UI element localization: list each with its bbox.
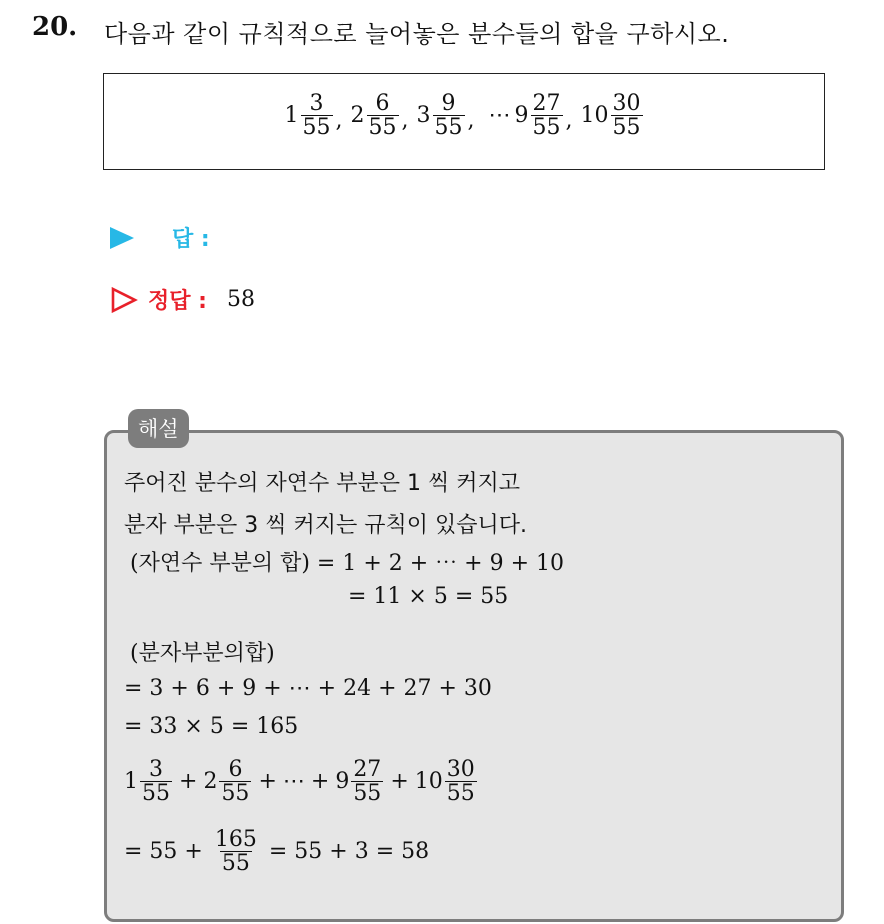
solution-label: 정답 : [148,289,207,314]
answer-row [110,222,210,253]
question-number: 20. [32,12,78,42]
solution-value: 58 [226,287,255,312]
explanation-line-1: 주어진 분수의 자연수 부분은 1 씩 커지고 [124,471,520,496]
outline-triangle-icon [110,287,138,313]
explanation-tag: 해설 [128,409,189,448]
play-triangle-icon [110,227,134,249]
term-5: 10 $\frac{30}{55}$ [580,91,641,141]
question-text: 다음과 같이 규칙적으로 늘어놓은 분수들의 합을 구하시오. [104,20,730,48]
explanation-sum-line: 1 $\frac{3}{55}$ + 2 $\frac{6}{55}$ + ⋯ + 9 $\frac{27}{55}$ + 10 $\frac{30}{55}$ [124,758,478,805]
sum-term-3: 9 $\frac{27}{55}$ [335,757,382,807]
sum-term-2: 2 $\frac{6}{55}$ [203,757,250,807]
answer-label: 답 : [172,227,210,252]
term-2: 2 $\frac{6}{55}$ [350,91,397,141]
explanation-line-3: (자연수 부분의 합) = 1 + 2 + ⋯ + 9 + 10 [130,551,565,576]
sum-term-1: 1 $\frac{3}{55}$ [124,757,170,807]
term-4: 9 $\frac{27}{55}$ [514,91,561,141]
fraction-sequence: 1 $\frac{3}{55}$ , 2 $\frac{6}{55}$ , 3 $\frac{9}{55}$ , ⋯ 9 $\frac{27}{55}$ , 10 $\frac{30}{55}$ [104,92,824,139]
explanation-final-line: = 55 + $\frac{165}{55}$ = 55 + 3 = 58 [124,827,430,877]
sum-term-4: 10 $\frac{30}{55}$ [414,757,475,807]
solution-row [110,284,255,315]
sequence-box [103,73,825,170]
term-3: 3 $\frac{9}{55}$ [416,91,463,141]
explanation-line-4: = 11 × 5 = 55 [348,584,509,609]
term-1: 1 $\frac{3}{55}$ [284,91,331,141]
explanation-line-7: = 33 × 5 = 165 [124,714,299,739]
explanation-line-2: 분자 부분은 3 씩 커지는 규칙이 있습니다. [124,513,527,538]
explanation-line-6: = 3 + 6 + 9 + ⋯ + 24 + 27 + 30 [124,676,492,701]
explanation-line-5: (분자부분의합) [130,641,275,666]
ellipsis: ⋯ [488,103,511,129]
